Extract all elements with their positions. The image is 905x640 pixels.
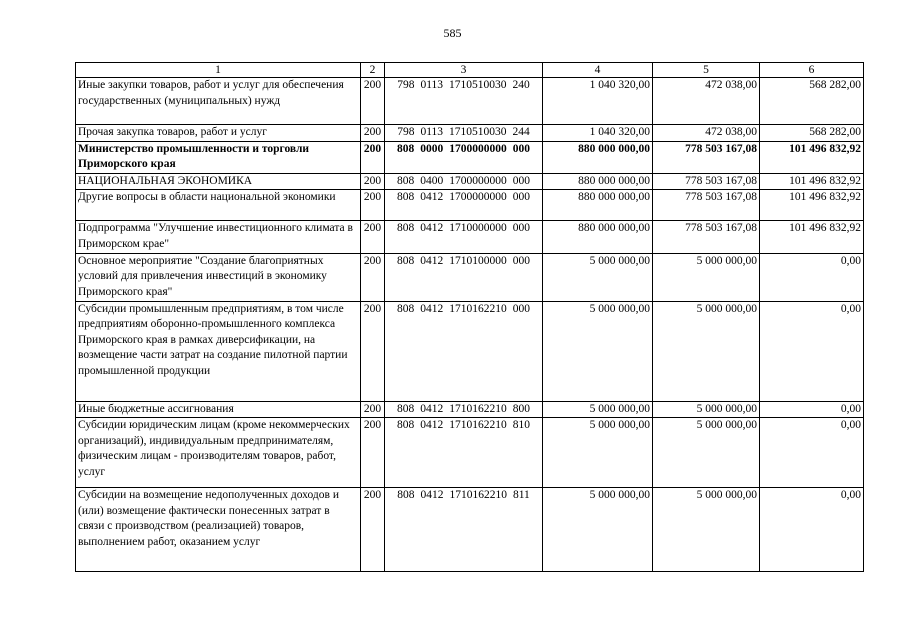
row-amount-plan: 880 000 000,00 xyxy=(543,141,653,173)
code-target: 1710162210 xyxy=(449,489,507,502)
code-section: 0412 xyxy=(420,222,444,235)
row-amount-balance: 0,00 xyxy=(760,488,864,572)
code-section: 0113 xyxy=(420,126,444,138)
row-amount-balance: 0,00 xyxy=(760,418,864,488)
table-row xyxy=(76,418,864,488)
code-ministry: 808 xyxy=(397,222,415,235)
row-name: Иные бюджетные ассигнования xyxy=(76,401,361,418)
row-amount-balance: 101 496 832,92 xyxy=(760,141,864,173)
column-header-6: 6 xyxy=(760,63,864,78)
row-classification-codes xyxy=(385,301,543,401)
row-classification-codes xyxy=(385,141,543,173)
code-target: 1700000000 xyxy=(449,142,507,155)
row-amount-actual: 472 038,00 xyxy=(653,78,760,125)
code-ministry: 808 xyxy=(397,254,415,267)
code-target: 1710510030 xyxy=(449,126,507,138)
table-row xyxy=(76,141,864,173)
row-code-admin: 200 xyxy=(361,418,385,488)
row-amount-actual: 778 503 167,08 xyxy=(653,141,760,173)
row-amount-plan: 5 000 000,00 xyxy=(543,401,653,418)
code-target: 1710162210 xyxy=(449,402,507,415)
table-row xyxy=(76,301,864,401)
row-amount-balance: 0,00 xyxy=(760,401,864,418)
code-target: 1710100000 xyxy=(449,254,507,267)
row-amount-plan: 5 000 000,00 xyxy=(543,488,653,572)
code-ministry: 798 xyxy=(397,126,415,138)
row-name: Субсидии юридическим лицам (кроме некоммерческих организаций), индивидуальным предпринимателям, физическим лицам - производителям товаров, работ, услуг xyxy=(76,418,361,488)
code-section: 0400 xyxy=(420,174,444,187)
table-row xyxy=(76,401,864,418)
code-section: 0000 xyxy=(420,142,444,155)
row-amount-plan: 1 040 320,00 xyxy=(543,125,653,142)
column-header-3: 3 xyxy=(385,63,543,78)
code-ministry: 808 xyxy=(397,142,415,155)
code-expense-type: 810 xyxy=(512,419,530,432)
row-name: Основное мероприятие "Создание благоприятных условий для привлечения инвестиций в экономику Приморского края" xyxy=(76,253,361,301)
code-target: 1700000000 xyxy=(449,191,507,204)
code-ministry: 808 xyxy=(397,191,415,204)
row-name: Другие вопросы в области национальной экономики xyxy=(76,190,361,221)
row-classification-codes xyxy=(385,488,543,572)
code-expense-type: 000 xyxy=(512,142,530,155)
row-amount-balance: 101 496 832,92 xyxy=(760,221,864,253)
row-amount-actual: 5 000 000,00 xyxy=(653,488,760,572)
row-amount-balance: 101 496 832,92 xyxy=(760,190,864,221)
row-code-admin: 200 xyxy=(361,301,385,401)
code-ministry: 798 xyxy=(397,79,415,91)
code-target: 1710162210 xyxy=(449,419,507,432)
code-ministry: 808 xyxy=(397,489,415,502)
header-row xyxy=(76,63,864,78)
row-amount-actual: 5 000 000,00 xyxy=(653,253,760,301)
row-classification-codes xyxy=(385,418,543,488)
row-code-admin: 200 xyxy=(361,78,385,125)
row-amount-plan: 5 000 000,00 xyxy=(543,253,653,301)
row-amount-balance: 568 282,00 xyxy=(760,125,864,142)
table-row xyxy=(76,190,864,221)
row-amount-actual: 778 503 167,08 xyxy=(653,190,760,221)
row-amount-plan: 5 000 000,00 xyxy=(543,418,653,488)
code-ministry: 808 xyxy=(397,419,415,432)
row-amount-actual: 5 000 000,00 xyxy=(653,418,760,488)
page-number: 585 xyxy=(443,26,462,40)
row-amount-actual: 778 503 167,08 xyxy=(653,173,760,190)
code-target: 1700000000 xyxy=(449,174,507,187)
code-ministry: 808 xyxy=(397,402,415,415)
table-body xyxy=(76,78,864,572)
row-amount-actual: 5 000 000,00 xyxy=(653,301,760,401)
code-expense-type: 244 xyxy=(512,126,530,138)
code-expense-type: 800 xyxy=(512,402,530,415)
code-section: 0412 xyxy=(420,419,444,432)
code-expense-type: 000 xyxy=(512,302,530,315)
row-amount-actual: 5 000 000,00 xyxy=(653,401,760,418)
code-expense-type: 811 xyxy=(512,489,530,502)
code-expense-type: 000 xyxy=(512,254,530,267)
row-amount-plan: 880 000 000,00 xyxy=(543,173,653,190)
code-expense-type: 000 xyxy=(512,191,530,204)
code-ministry: 808 xyxy=(397,302,415,315)
row-amount-plan: 880 000 000,00 xyxy=(543,190,653,221)
table-row xyxy=(76,173,864,190)
row-amount-actual: 472 038,00 xyxy=(653,125,760,142)
row-amount-actual: 778 503 167,08 xyxy=(653,221,760,253)
column-header-5: 5 xyxy=(653,63,760,78)
row-name: Прочая закупка товаров, работ и услуг xyxy=(76,125,361,142)
table-row xyxy=(76,78,864,125)
row-name: НАЦИОНАЛЬНАЯ ЭКОНОМИКА xyxy=(76,173,361,190)
row-classification-codes xyxy=(385,78,543,125)
budget-table xyxy=(75,62,864,572)
row-name: Министерство промышленности и торговли Приморского края xyxy=(76,141,361,173)
row-classification-codes xyxy=(385,221,543,253)
row-code-admin: 200 xyxy=(361,488,385,572)
column-header-4: 4 xyxy=(543,63,653,78)
code-expense-type: 000 xyxy=(512,222,530,235)
table-row xyxy=(76,221,864,253)
code-section: 0412 xyxy=(420,191,444,204)
table-row xyxy=(76,253,864,301)
row-amount-balance: 0,00 xyxy=(760,301,864,401)
row-name: Субсидии промышленным предприятиям, в том числе предприятиям оборонно-промышленного комплекса Приморского края в рамках диверсификации, на возмещение части затрат на создание пилотной партии промышленной продукции xyxy=(76,301,361,401)
code-section: 0412 xyxy=(420,302,444,315)
row-name: Иные закупки товаров, работ и услуг для обеспечения государственных (муниципальных) нужд xyxy=(76,78,361,125)
row-code-admin: 200 xyxy=(361,173,385,190)
row-classification-codes xyxy=(385,173,543,190)
code-expense-type: 000 xyxy=(512,174,530,187)
row-amount-balance: 568 282,00 xyxy=(760,78,864,125)
row-classification-codes xyxy=(385,253,543,301)
code-section: 0412 xyxy=(420,489,444,502)
row-code-admin: 200 xyxy=(361,401,385,418)
row-classification-codes xyxy=(385,190,543,221)
code-section: 0412 xyxy=(420,254,444,267)
row-amount-balance: 0,00 xyxy=(760,253,864,301)
code-target: 1710162210 xyxy=(449,302,507,315)
code-section: 0412 xyxy=(420,402,444,415)
row-code-admin: 200 xyxy=(361,253,385,301)
row-code-admin: 200 xyxy=(361,125,385,142)
row-amount-plan: 5 000 000,00 xyxy=(543,301,653,401)
code-expense-type: 240 xyxy=(512,79,530,91)
row-classification-codes xyxy=(385,401,543,418)
row-code-admin: 200 xyxy=(361,221,385,253)
row-code-admin: 200 xyxy=(361,141,385,173)
row-name: Подпрограмма "Улучшение инвестиционного климата в Приморском крае" xyxy=(76,221,361,253)
row-classification-codes xyxy=(385,125,543,142)
code-section: 0113 xyxy=(420,79,444,91)
row-code-admin: 200 xyxy=(361,190,385,221)
table-row xyxy=(76,488,864,572)
table-row xyxy=(76,125,864,142)
code-ministry: 808 xyxy=(397,174,415,187)
row-amount-balance: 101 496 832,92 xyxy=(760,173,864,190)
column-header-2: 2 xyxy=(361,63,385,78)
column-header-1: 1 xyxy=(76,63,361,78)
row-name: Субсидии на возмещение недополученных доходов и (или) возмещение фактически понесенных затрат в связи с производством (реализацией) товаров, выполнением работ, оказанием услуг xyxy=(76,488,361,572)
row-amount-plan: 880 000 000,00 xyxy=(543,221,653,253)
code-target: 1710000000 xyxy=(449,222,507,235)
row-amount-plan: 1 040 320,00 xyxy=(543,78,653,125)
code-target: 1710510030 xyxy=(449,79,507,91)
